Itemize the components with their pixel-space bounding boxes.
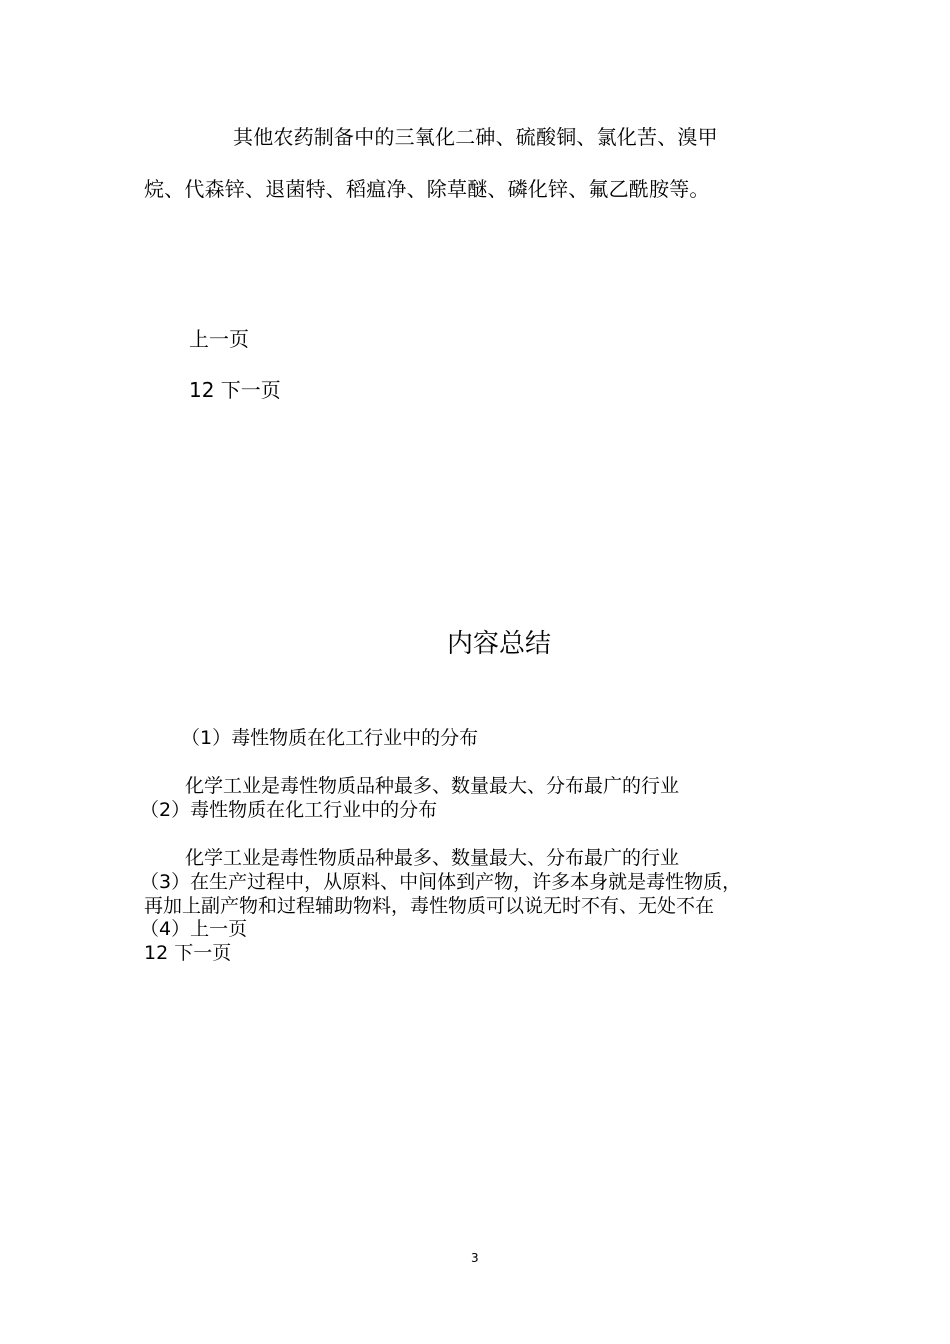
summary-text-2: 化学工业是毒性物质品种最多、数量最大、分布最广的行业 [185,847,680,869]
summary-next-page-link[interactable]: 12 下一页 [144,942,232,964]
summary-item-1: （1）毒性物质在化工行业中的分布 [181,727,479,749]
page-number: 3 [471,1251,479,1265]
summary-text-1: 化学工业是毒性物质品种最多、数量最大、分布最广的行业 [185,775,680,797]
summary-item-3-line-1: （3）在生产过程中，从原料、中间体到产物，许多本身就是毒性物质， [140,871,742,893]
summary-item-3-line-2: 再加上副产物和过程辅助物料，毒性物质可以说无时不有、无处不在 [144,895,715,917]
intro-line-2: 烷、代森锌、退菌特、稻瘟净、除草醚、磷化锌、氟乙酰胺等。 [144,177,710,201]
next-page-link[interactable]: 12 下一页 [189,378,281,402]
intro-line-1: 其他农药制备中的三氧化二砷、硫酸铜、氯化苦、溴甲 [233,125,718,149]
summary-title: 内容总结 [447,629,552,659]
summary-item-4-prev-page[interactable]: （4）上一页 [140,918,248,940]
prev-page-link[interactable]: 上一页 [189,327,249,351]
summary-item-2: （2）毒性物质在化工行业中的分布 [140,799,438,821]
